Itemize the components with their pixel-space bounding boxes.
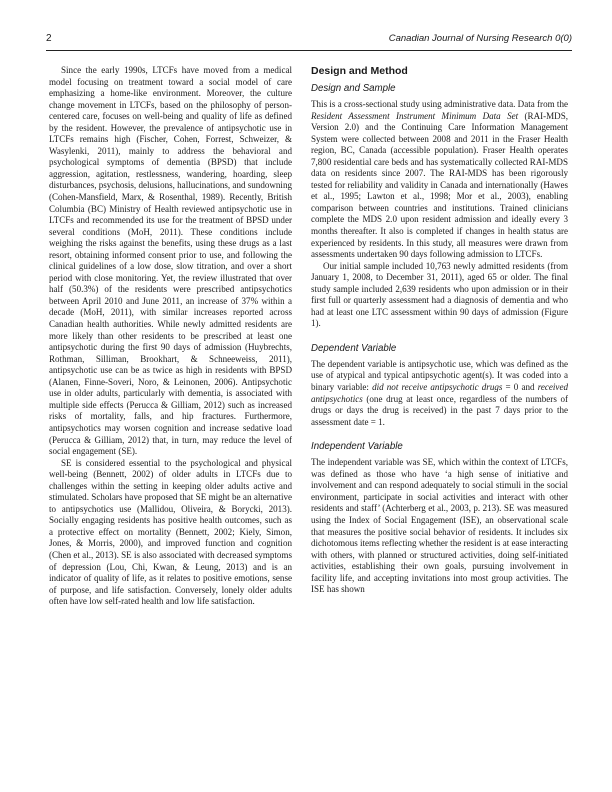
header-rule [46,50,572,51]
journal-title: Canadian Journal of Nursing Research 0(0) [388,33,572,44]
paragraph-ltcf-background: Since the early 1990s, LTCFs have moved from a medical model focusing on treatment toward a social model of care emphasizing a home-like environment. Moreover, the culture change movement in LTCFs, based on the philosophy of person-centered care, focuses on well-being and quality of life as defined by the resident. However, the prevalence of antipsychotic use in LTCFs remains high (Fischer, Cohen, Forrest, Schweizer, & Wasylenki, 2011), mainly to address the behavioral and psychological symptoms of dementia (BPSD) that include aggression, agitation, restlessness, wandering, hoarding, sleep disturbances, psychosis, delusions, hallucinations, and sundowning (Cohen-Mansfield, Marx, & Rosenthal, 1989). Recently, British Columbia (BC) Ministry of Health reviewed antipsychotic use in LTCFs and recommended its use for the treatment of BPSD under several conditions (MoH, 2011). These conditions include weighing the risks against the benefits, using these drugs as a last resort, obtaining informed consent prior to use, and following the clinical guidelines of a low dose, slow titration, and over a short period with close monitoring. Yet, the review illustrated that over half (50.3%) of the residents were prescribed antipsychotics between April 2010 and June 2011, an increase of 37% within a decade (MoH, 2011), with similar increases reported across Canadian health authorities. While newly admitted residents are more likely than other residents to be prescribed at least one antipsychotic during the first 90 days of admission (Huybrechts, Rothman, Silliman, Brookhart, & Schneeweiss, 2011), antipsychotic use can be as twice as high in residents with BPSD (Alanen, Finne-Soveri, Noro, & Leinonen, 2006). Antipsychotic use in older adults, particularly with dementia, is associated with multiple side effects (Perucca & Gilliam, 2012) such as increased risks of mortality, falls, and hip fractures. Furthermore, antipsychotics may worsen cognition and increase sedative load (Perucca & Gilliam, 2012) that, in turn, may reduce the level of social engagement (SE). [49,65,292,457]
subheading-independent-variable: Independent Variable [311,441,403,453]
subheading-design-sample: Design and Sample [311,83,396,94]
paragraph-independent-variable: The independent variable was SE, which within the context of LTCFs, was defined as those who have ‘a high sense of initiative and involvement and can respond adequately to social stimuli in the social environment, participate in social activities and interact with other residents and staff’ (Achterberg et al., 2003, p. 213). SE was measured using the Index of Social Engagement (ISE), an observational scale that measures the positive social behavior of residents. It includes six dichotomous items reflecting whether the resident is at ease interacting with others, with planned or structured activities, doing self-initiated activities, establishing their own goals, pursuing involvement in facility life, and accepting invitations into most group activities. The ISE has shown [311,457,568,595]
running-header [46,33,572,47]
section-heading-design-method: Design and Method [311,65,408,77]
subheading-dependent-variable: Dependent Variable [311,342,397,354]
paragraph-sample: Our initial sample included 10,763 newly admitted residents (from January 1, 2008, to December 31, 2011), aged 65 or older. The final study sample included 2,639 residents who upon admission or in their first full or quarterly assessment had a diagnosis of dementia and who had at least one LTC assessment within 90 days of admission (Figure 1). [311,260,568,329]
page-number: 2 [46,33,52,44]
paragraph-design: This is a cross-sectional study using administrative data. Data from the Resident Assessment Instrument Minimum Data Set (RAI-MDS, Version 2.0) and the Continuing Care Information Management System were collected between 2008 and 2011 in the Fraser Health region, BC, Canada (accessible population). Fraser Health operates 7,800 residential care beds and has systematically collected RAI-MDS data on residents since 2007. The RAI-MDS has been rigorously tested for reliability and validity in Canada and internationally (Hawes et al., 1995; Lawton et al., 1998; Mor et al., 2003), enabling comparison between countries and institutions. Trained clinicians complete the MDS 2.0 upon resident admission and ideally every 3 months thereafter. It also is completed if changes in health status are experienced by residents. In this study, all measures were drawn from assessments undertaken 90 days following admission to LTCFs. [311,99,568,260]
paragraph-social-engagement: SE is considered essential to the psychological and physical well-being (Bennett, 2002) of older adults in LTCFs due to challenges within the setting in keeping older adults active and stimulated. Scholars have proposed that SE might be an alternative to antipsychotics use (Mallidou, Oliveira, & Borycki, 2013). Socially engaging residents has positive health outcomes, such as a protective effect on mortality (Bennett, 2002; Kiely, Simon, Jones, & Morris, 2000), and improved function and cognition (Chen et al., 2013). SE is also associated with decreased symptoms of depression (Lou, Chi, Kwan, & Leung, 2013) and is an indicator of quality of life, as it relates to positive emotions, sense of purpose, and life satisfaction. Conversely, lonely older adults often have low self-rated health and low life satisfaction. [49,457,292,607]
left-column [49,65,292,608]
right-column [311,65,568,596]
paragraph-dependent-variable: The dependent variable is antipsychotic use, which was defined as the use of atypical and typical antipsychotic agent(s). It was coded into a binary variable: did not receive antipsychotic drugs = 0 and received antipsychotics (one drug at least once, regardless of the numbers of drugs or days the drug is received) in the past 7 days prior to the assessment date = 1. [311,358,568,427]
